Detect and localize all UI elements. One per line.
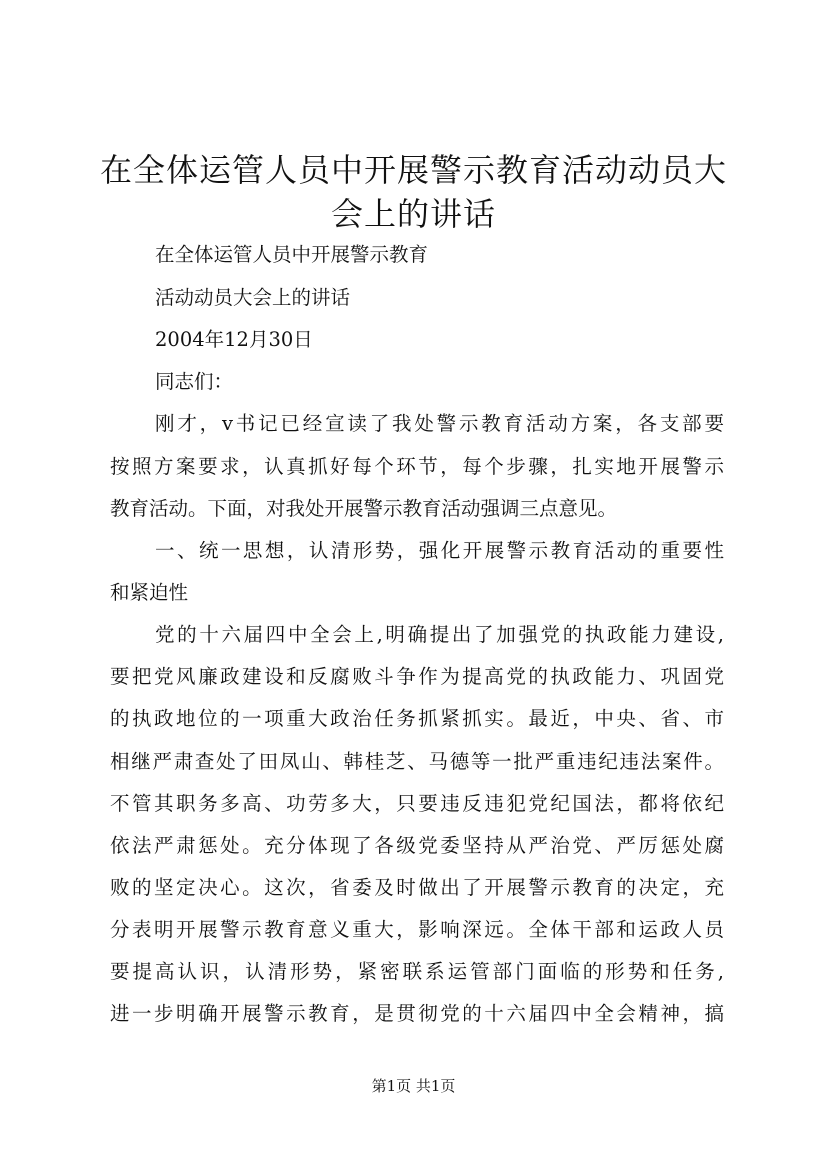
- page-footer: 第1页 共1页: [371, 1077, 456, 1095]
- date-line: 2004年12月30日: [155, 328, 313, 351]
- body-line: 要把党风廉政建设和反腐败斗争作为提高党的执政能力、巩固党: [110, 665, 724, 688]
- body-line: 分表明开展警示教育意义重大，影响深远。全体干部和运政人员: [110, 918, 724, 941]
- body-line: 党的十六届四中全会上,明确提出了加强党的执政能力建设,: [155, 623, 724, 646]
- body-line: 不管其职务多高、功劳多大，只要违反违犯党纪国法，都将依纪: [110, 792, 724, 815]
- body-line: 败的坚定决心。这次，省委及时做出了开展警示教育的决定，充: [110, 876, 724, 899]
- body-line: 教育活动。下面，对我处开展警示教育活动强调三点意见。: [110, 497, 618, 520]
- section-heading: 一、统一思想，认清形势，强化开展警示教育活动的重要性: [155, 539, 724, 562]
- section-heading-cont: 和紧迫性: [110, 581, 189, 604]
- body-line: 依法严肃惩处。充分体现了各级党委坚持从严治党、严厉惩处腐: [110, 834, 724, 857]
- body-line: 要提高认识，认清形势，紧密联系运管部门面临的形势和任务,: [110, 960, 724, 983]
- body-line: 按照方案要求，认真抓好每个环节，每个步骤，扎实地开展警示: [110, 455, 724, 478]
- body-line: 的执政地位的一项重大政治任务抓紧抓实。最近，中央、省、市: [110, 707, 724, 730]
- body-line: 刚才，v书记已经宣读了我处警示教育活动方案，各支部要: [155, 412, 724, 435]
- subtitle-line-1: 在全体运管人员中开展警示教育: [155, 243, 429, 266]
- body-line: 进一步明确开展警示教育，是贯彻党的十六届四中全会精神，搞: [110, 1002, 724, 1025]
- salutation: 同志们：: [155, 370, 234, 393]
- body-line: 相继严肃查处了田凤山、韩桂芝、马德等一批严重违纪违法案件。: [110, 750, 724, 773]
- document-title: 在全体运管人员中开展警示教育活动动员大会上的讲话: [100, 151, 728, 233]
- subtitle-line-2: 活动动员大会上的讲话: [155, 286, 351, 309]
